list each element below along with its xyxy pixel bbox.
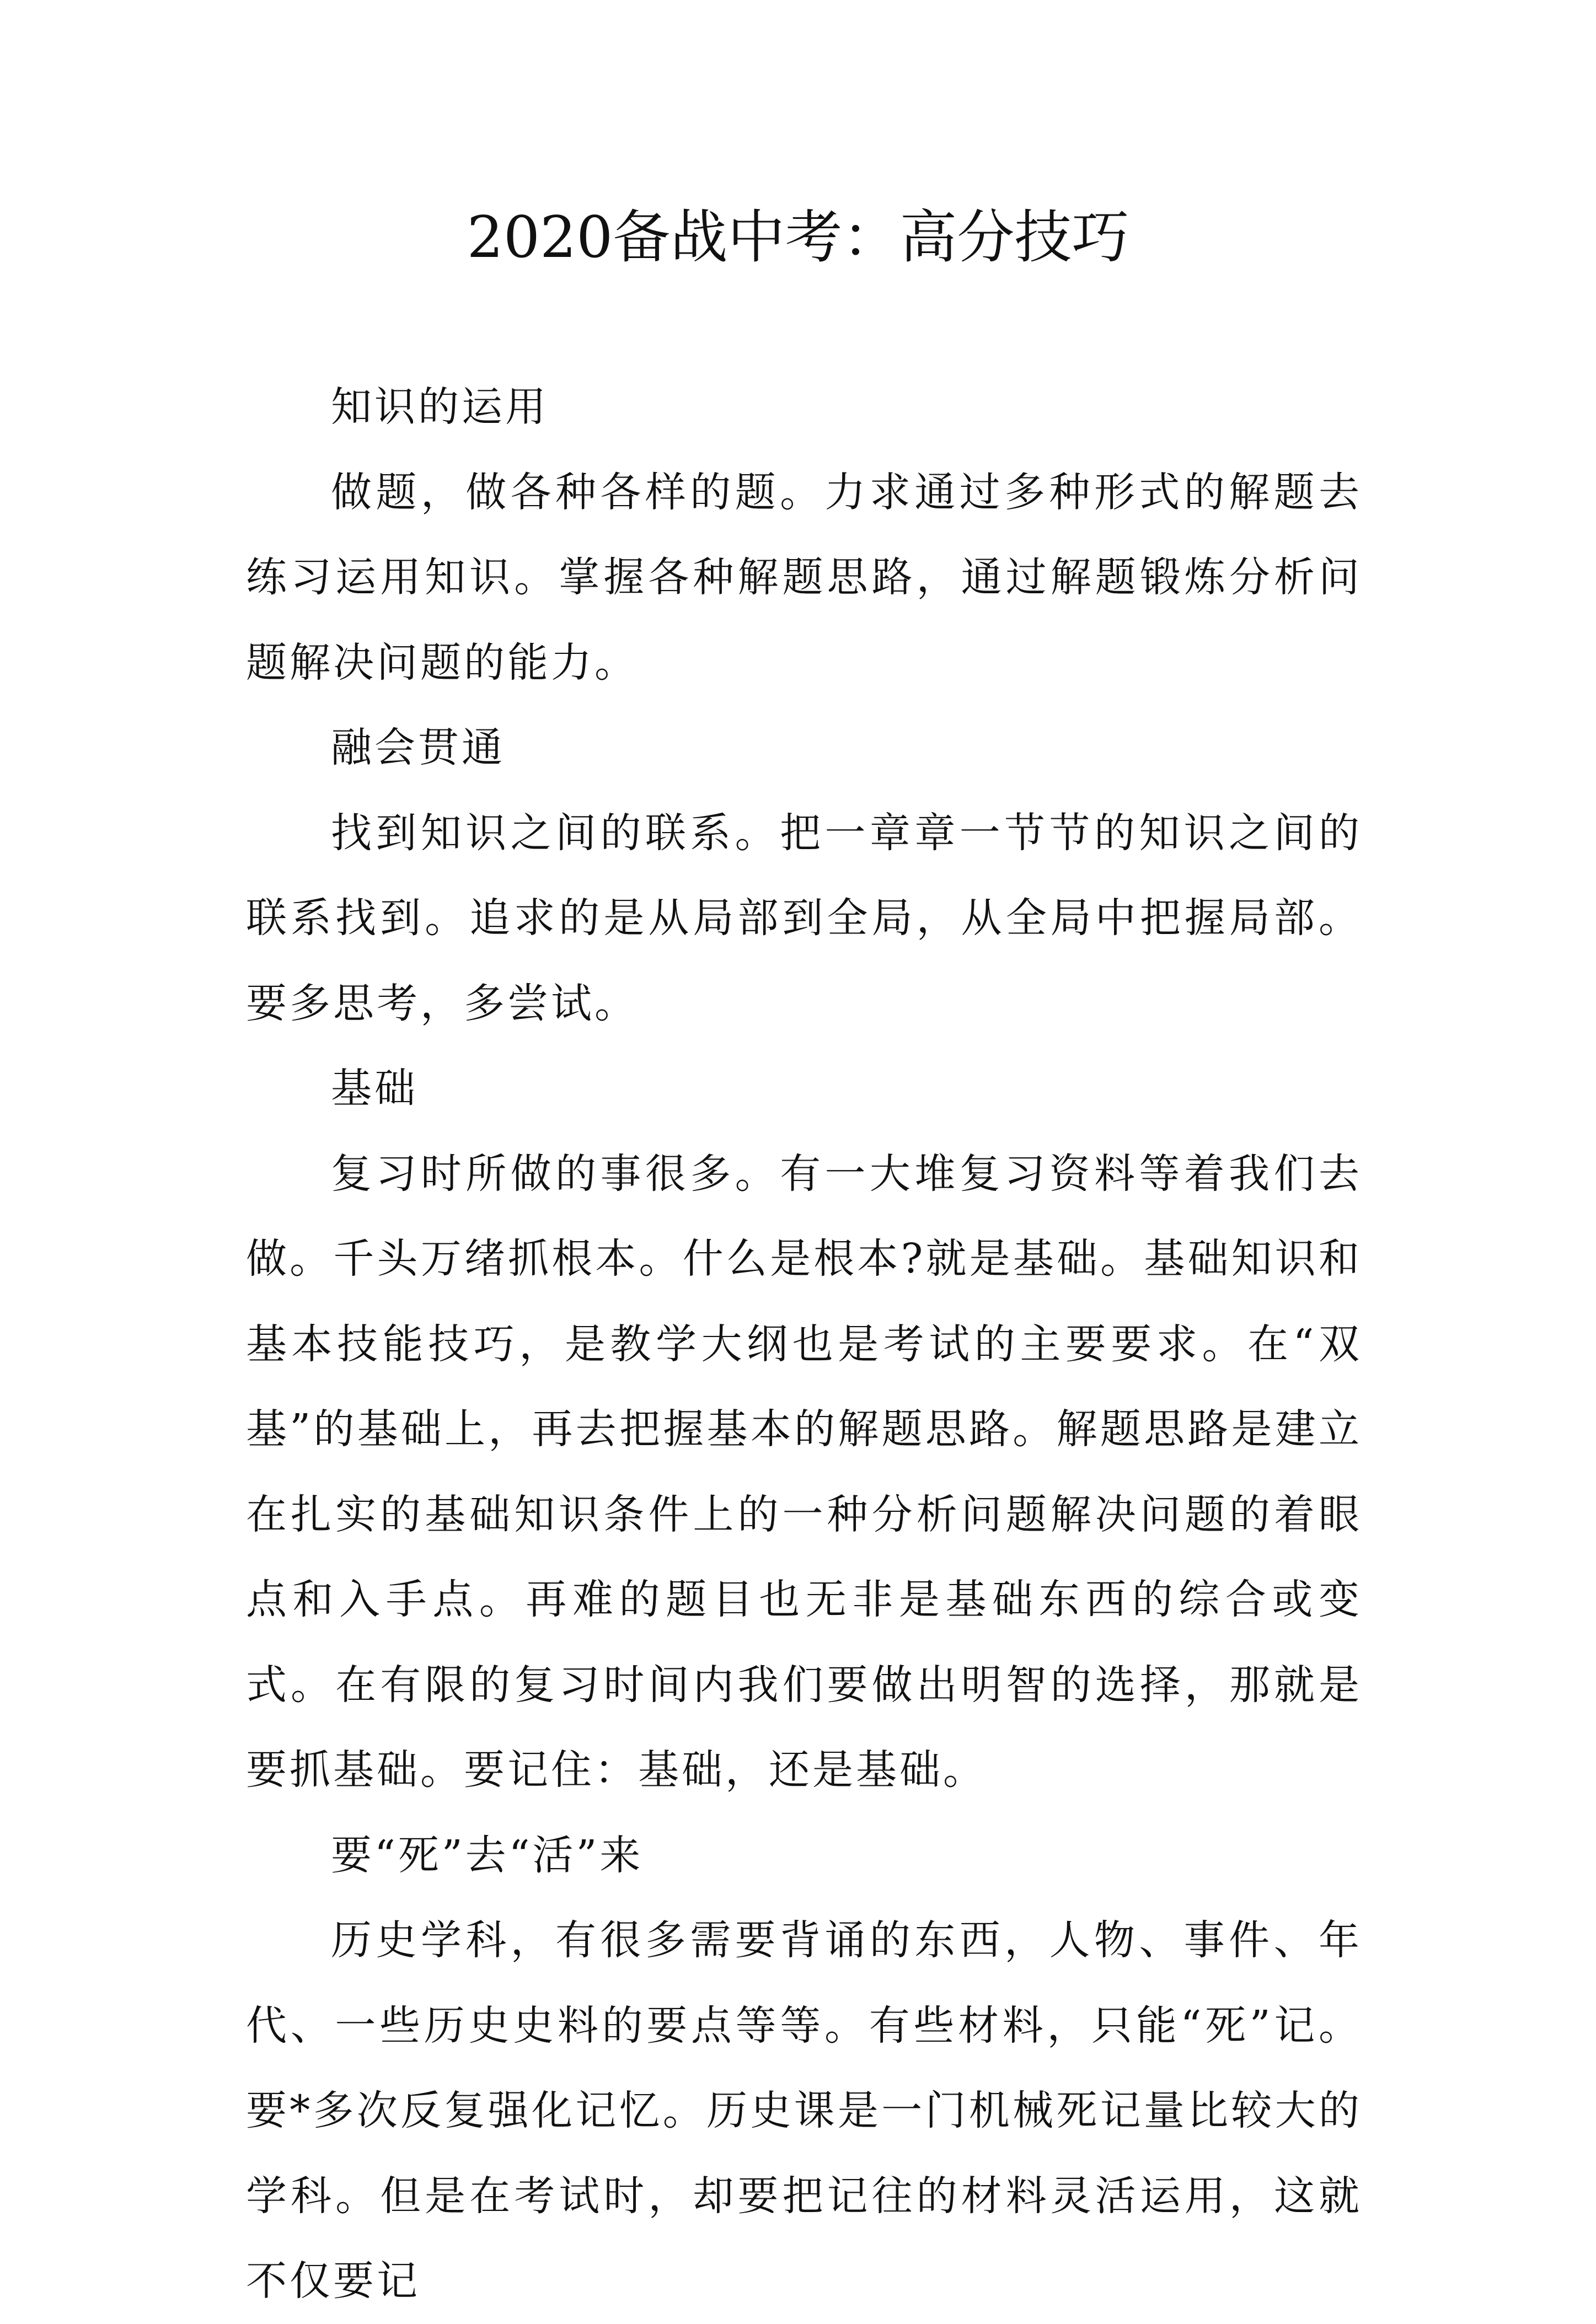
section-heading-basics: 基础 <box>331 1065 418 1112</box>
paragraph-memorize-and-apply: 历史学科，有很多需要背诵的东西，人物、事件、年代、一些历史史料的要点等等。有些材料，只能“死”记。要*多次反复强化记忆。历史课是一门机械死记量比较大的学科。但是在考试时，却要把记往的材料灵活运用，这就不仅要记 <box>246 1917 1362 2305</box>
paragraph-knowledge-application: 做题，做各种各样的题。力求通过多种形式的解题去练习运用知识。掌握各种解题思路，通过解题锻炼分析问题解决问题的能力。 <box>246 468 1362 686</box>
section-heading-knowledge-application: 知识的运用 <box>331 383 549 431</box>
document-body <box>246 364 1362 2324</box>
paragraph-integration: 找到知识之间的联系。把一章章一节节的知识之间的联系找到。追求的是从局部到全局，从全局中把握局部。要多思考，多尝试。 <box>246 809 1362 1027</box>
section-heading-memorize-and-apply: 要“死”去“活”来 <box>331 1831 644 1879</box>
paragraph-basics: 复习时所做的事很多。有一大堆复习资料等着我们去做。千头万绪抓根本。什么是根本?就是基础。基础知识和基本技能技巧，是教学大纲也是考试的主要要求。在“双基”的基础上，再去把握基本的解题思路。解题思路是建立在扎实的基础知识条件上的一种分析问题解决问题的着眼点和入手点。再难的题目也无非是基础东西的综合或变式。在有限的复习时间内我们要做出明智的选择，那就是要抓基础。要记住：基础，还是基础。 <box>246 1150 1362 1794</box>
document-title: 2020备战中考：高分技巧 <box>467 203 1129 271</box>
section-heading-integration: 融会贯通 <box>331 724 505 771</box>
